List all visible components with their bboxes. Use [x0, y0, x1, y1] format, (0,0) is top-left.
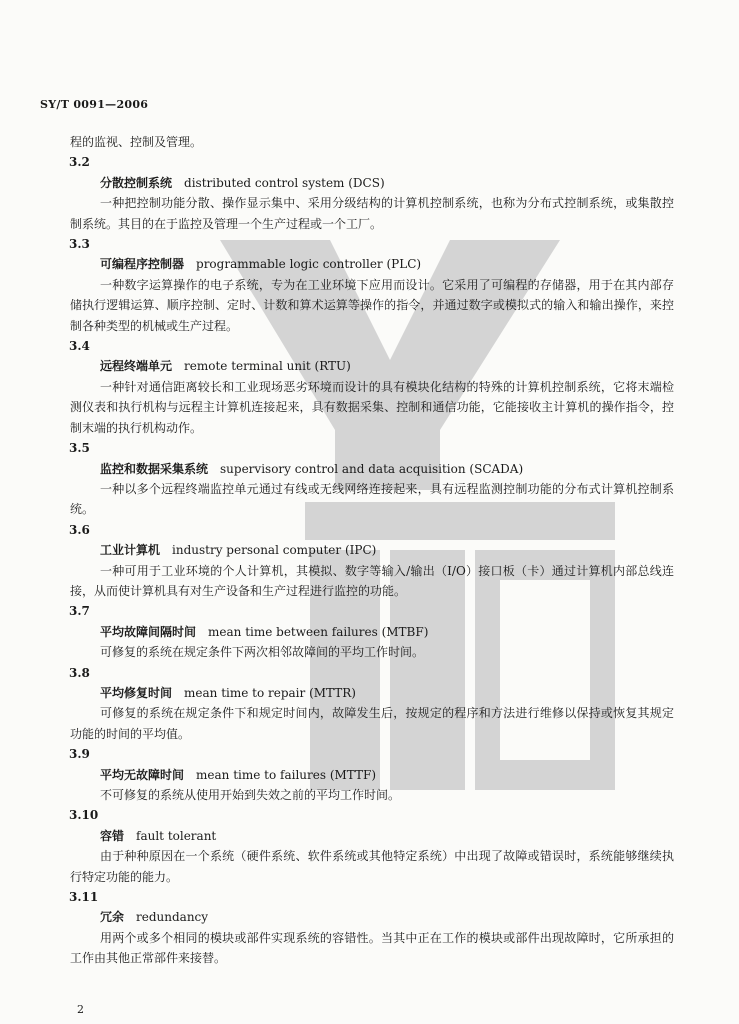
term-heading: [70, 173, 674, 193]
term-heading: [70, 907, 674, 927]
term-zh: 平均故障间隔时间: [100, 624, 197, 639]
document-body: [70, 132, 674, 969]
term-en: redundancy: [136, 910, 209, 925]
term-heading: [70, 356, 674, 376]
term-zh: 工业计算机: [100, 543, 161, 558]
term-zh: 冗余: [100, 910, 125, 925]
term-entry-3-10: [70, 805, 674, 887]
term-entry-3-6: [70, 520, 674, 602]
intro-continuation: 程的监视、控制及管理。: [70, 135, 203, 149]
term-definition: 用两个或多个相同的模块或部件实现系统的容错性。当其中正在工作的模块或部件出现故障时，它所承担的工作由其他正常部件来接替。: [70, 930, 674, 966]
term-heading: [70, 683, 674, 703]
entry-number: 3.4: [69, 339, 90, 354]
term-en: supervisory control and data acquisition (SCADA): [220, 461, 524, 476]
entry-number: 3.5: [69, 441, 90, 456]
term-en: mean time to failures (MTTF): [196, 767, 377, 782]
entry-number: 3.3: [69, 237, 90, 252]
term-zh: 容错: [100, 828, 125, 843]
term-zh: 远程终端单元: [100, 359, 173, 374]
term-definition: 可修复的系统在规定条件下和规定时间内，故障发生后，按规定的程序和方法进行维修以保持或恢复其规定功能的时间的平均值。: [70, 706, 674, 741]
term-en: mean time between failures (MTBF): [208, 624, 429, 639]
term-heading: [70, 765, 674, 785]
term-heading: [70, 622, 674, 642]
entry-number: 3.8: [69, 665, 90, 680]
term-entry-3-9: [70, 744, 674, 805]
page-number: 2: [77, 1003, 84, 1016]
entry-number: 3.7: [69, 604, 90, 619]
term-entry-3-3: [70, 234, 674, 336]
entry-number: 3.10: [69, 808, 99, 823]
term-heading: [70, 459, 674, 479]
term-zh: 监控和数据采集系统: [100, 461, 209, 476]
term-zh: 平均无故障时间: [100, 767, 185, 782]
term-en: remote terminal unit (RTU): [184, 359, 351, 374]
term-en: industry personal computer (IPC): [172, 543, 377, 558]
term-en: fault tolerant: [136, 828, 217, 843]
term-entry-3-5: [70, 438, 674, 520]
entry-number: 3.11: [69, 890, 99, 905]
term-entry-3-2: [70, 152, 674, 234]
term-zh: 可编程序控制器: [100, 257, 185, 272]
term-entry-3-11: [70, 887, 674, 969]
entry-number: 3.2: [69, 155, 90, 170]
term-en: distributed control system (DCS): [184, 175, 385, 190]
term-entry-3-4: [70, 336, 674, 438]
term-definition: 一种把控制功能分散、操作显示集中、采用分级结构的计算机控制系统，也称为分布式控制系统，或集散控制系统。其目的在于监控及管理一个生产过程或一个工厂。: [70, 196, 674, 231]
term-entry-3-7: [70, 601, 674, 662]
term-definition: 一种针对通信距离较长和工业现场恶劣环境而设计的具有模块化结构的特殊的计算机控制系统，它将末端检测仪表和执行机构与远程主计算机连接起来，具有数据采集、控制和通信功能，它能接收主计算机的操作指令，控制末端的执行机构动作。: [70, 379, 674, 435]
term-definition: 一种以多个远程终端监控单元通过有线或无线网络连接起来，具有远程监测控制功能的分布式计算机控制系统。: [70, 481, 674, 517]
term-entry-3-8: [70, 663, 674, 745]
term-heading: [70, 254, 674, 274]
term-definition: 可修复的系统在规定条件下两次相邻故障间的平均工作时间。: [100, 645, 425, 660]
term-zh: 分散控制系统: [100, 175, 173, 190]
term-zh: 平均修复时间: [100, 685, 173, 700]
term-definition: 不可修复的系统从使用开始到失效之前的平均工作时间。: [100, 788, 401, 802]
term-en: mean time to repair (MTTR): [184, 685, 356, 700]
document-code: SY/T 0091—2006: [40, 98, 149, 111]
term-definition: 一种数字运算操作的电子系统，专为在工业环境下应用而设计。它采用了可编程的存储器，用于在其内部存储执行逻辑运算、顺序控制、定时、计数和算术运算等操作的指令，并通过数字或模拟式的输入和输出操作，来控制各种类型的机械或生产过程。: [70, 277, 674, 333]
term-heading: [70, 540, 674, 560]
entry-number: 3.6: [69, 522, 90, 537]
term-en: programmable logic controller (PLC): [196, 257, 422, 272]
term-definition: 由于种种原因在一个系统（硬件系统、软件系统或其他特定系统）中出现了故障或错误时，系统能够继续执行特定功能的能力。: [70, 849, 674, 884]
term-heading: [70, 826, 674, 846]
entry-number: 3.9: [69, 747, 90, 762]
term-definition: 一种可用于工业环境的个人计算机，其模拟、数字等输入/输出（I/O）接口板（卡）通过计算机内部总线连接，从而使计算机具有对生产设备和生产过程进行监控的功能。: [70, 563, 674, 598]
